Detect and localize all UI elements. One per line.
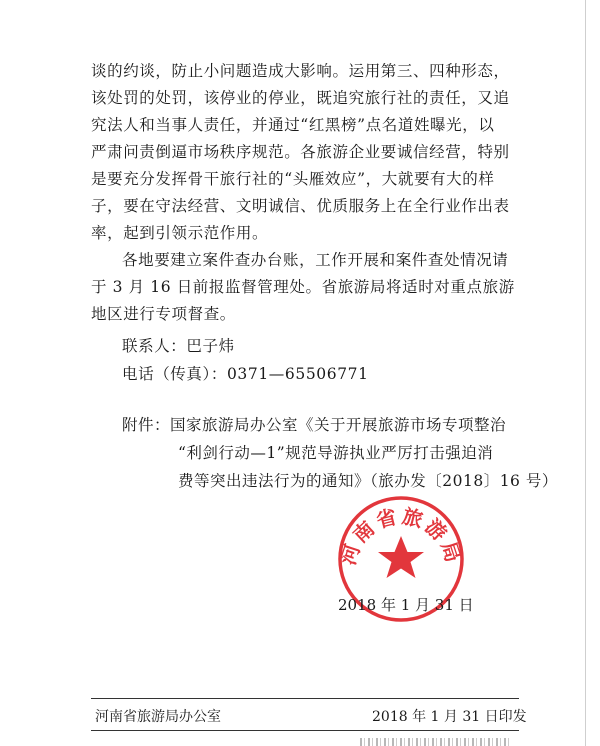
body-line-3: 究法人和当事人责任，并通过“红黑榜”点名道姓曝光，以 (91, 116, 495, 134)
seal-text: 河南省旅游局 (336, 503, 466, 568)
body-line-1: 谈的约谈，防止小问题造成大影响。运用第三、四种形态， (91, 62, 510, 80)
body-line-2: 该处罚的处罚，该停业的停业，既追究旅行社的责任，又追 (91, 89, 510, 107)
body-line-7: 率，起到引领示范作用。 (91, 224, 269, 242)
attachment-line-1: 附件：国家旅游局办公室《关于开展旅游市场专项整治 (122, 416, 507, 434)
attachment-line-3: 费等突出违法行为的通知》（旅办发〔2018〕16 号） (178, 472, 558, 490)
page-edge (585, 0, 586, 746)
footer-issuer: 河南省旅游局办公室 (95, 709, 221, 725)
body-text (91, 58, 519, 328)
footer-rule-bottom (91, 730, 519, 731)
body-line-9: 于 3 月 16 日前报监督管理处。省旅游局将适时对重点旅游 (91, 278, 515, 296)
body-line-5: 是要充分发挥骨干旅行社的“头雁效应”，大就要有大的样 (91, 170, 495, 188)
signature-date: 2018 年 1 月 31 日 (338, 596, 474, 614)
body-line-8: 各地要建立案件查办台账，工作开展和案件查处情况请 (122, 251, 509, 269)
body-line-6: 子，要在守法经营、文明诚信、优质服务上在全行业作出表 (91, 197, 510, 215)
contact-phone: 电话（传真）：0371—65506771 (122, 365, 369, 383)
contact-person: 联系人：巴子炜 (122, 337, 235, 355)
scan-artifact (360, 738, 510, 746)
body-line-10: 地区进行专项督查。 (91, 305, 236, 323)
seal-star-icon (378, 536, 424, 578)
body-line-4: 严肃问责倒逼市场秩序规范。各旅游企业要诚信经营，特别 (91, 143, 510, 161)
footer-print-date: 2018 年 1 月 31 日印发 (372, 709, 527, 725)
attachment-line-2: “利剑行动—1”规范导游执业严厉打击强迫消 (178, 444, 494, 462)
attachment-block (122, 411, 558, 495)
footer-rule-top (91, 698, 519, 699)
